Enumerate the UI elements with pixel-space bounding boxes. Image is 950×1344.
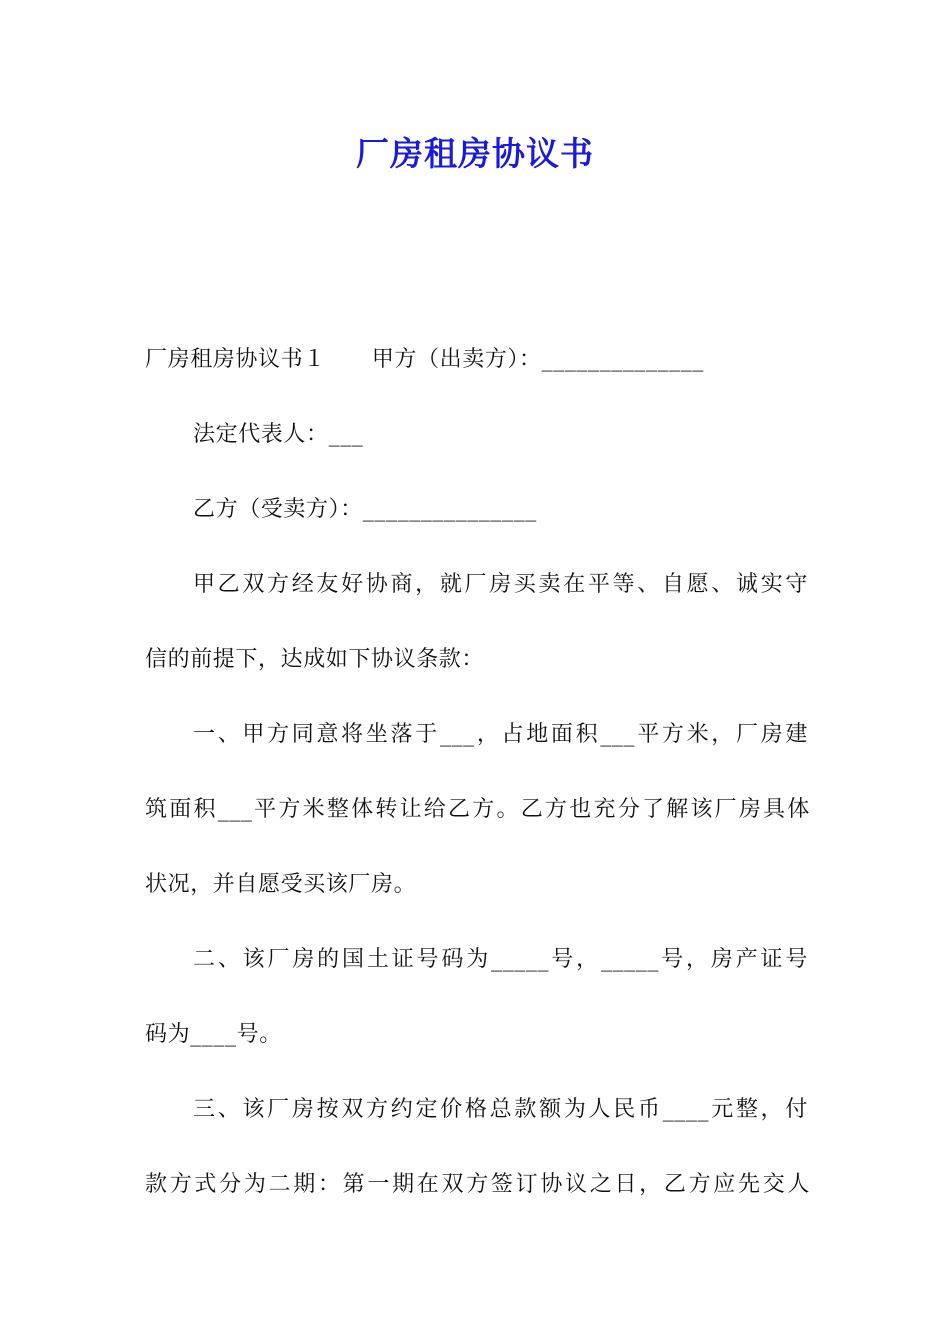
paragraph-line: 信的前提下，达成如下协议条款： [145,647,485,672]
party-a-field: 甲方（出卖方）：______________ [371,347,705,372]
heading-line [145,345,810,375]
paragraph-line: 状况，并自愿受买该厂房。 [145,872,417,897]
paragraph-line: 一、甲方同意将坐落于___，占地面积___平方米，厂房建 [193,722,808,747]
paragraph-line: 甲乙双方经友好协商，就厂房买卖在平等、自愿、诚实守 [193,572,808,597]
legal-representative-line: 法定代表人：___ [193,422,364,447]
document-title: 厂房租房协议书 [356,134,594,173]
paragraph-line: 二、该厂房的国土证号码为_____号，_____号，房产证号 [193,947,808,972]
subtitle-text: 厂房租房协议书１ [145,347,326,372]
paragraph-line: 码为____号。 [145,1022,282,1047]
paragraph-line: 款方式分为二期：第一期在双方签订协议之日，乙方应先交人 [145,1172,810,1197]
party-b-line: 乙方（受卖方）：_______________ [193,497,537,522]
paragraph-line: 筑面积___平方米整体转让给乙方。乙方也充分了解该厂房具体 [145,797,810,822]
paragraph-line: 三、该厂房按双方约定价格总款额为人民币____元整，付 [193,1097,808,1122]
